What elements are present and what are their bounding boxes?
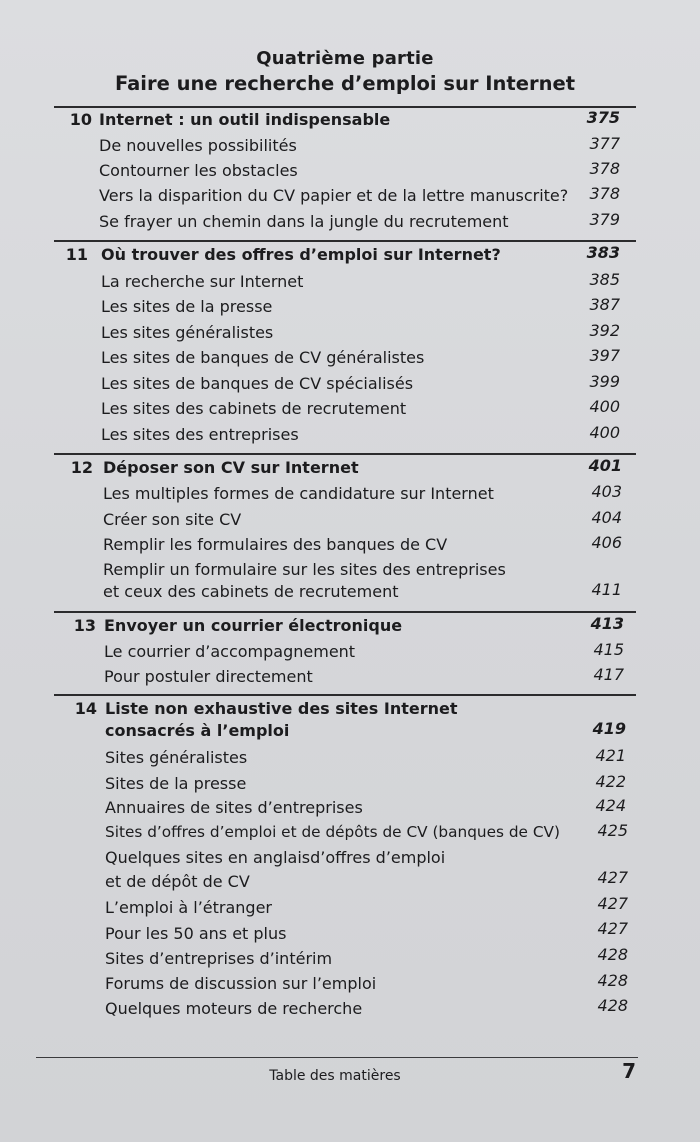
toc-item-page: 417	[593, 665, 624, 684]
chapter-divider	[54, 453, 636, 455]
toc-item-page: 425	[597, 821, 628, 840]
toc-item-page: 428	[597, 996, 628, 1015]
toc-item-page: 400	[589, 423, 620, 442]
chapter-page: 401	[588, 456, 622, 475]
toc-item: Sites de la presse	[105, 774, 247, 793]
chapter-divider	[54, 611, 636, 613]
toc-item: Les sites de banques de CV généralistes	[101, 348, 425, 367]
chapter-page: 383	[586, 243, 620, 262]
page-number: 7	[622, 1059, 636, 1083]
running-footer: Table des matières	[269, 1068, 401, 1084]
toc-item: Remplir les formulaires des banques de CV	[103, 535, 448, 554]
toc-item-page: 392	[589, 321, 620, 340]
toc-item: Les sites des entreprises	[101, 425, 299, 444]
toc-item-page: 428	[597, 971, 628, 990]
toc-item-page: 378	[589, 159, 620, 178]
toc-item-page: 415	[593, 640, 624, 659]
chapter-title: Internet : un outil indispensable	[99, 110, 391, 129]
toc-item: Créer son site CV	[103, 510, 242, 529]
toc-item: Se frayer un chemin dans la jungle du recrutement	[99, 212, 509, 231]
toc-item: Quelques moteurs de recherche	[105, 999, 363, 1018]
toc-item-page: 400	[589, 397, 620, 416]
toc-item-page: 427	[597, 919, 628, 938]
toc-item: Quelques sites en anglaisd’offres d’emploi	[105, 848, 446, 867]
toc-item-page: 387	[589, 295, 620, 314]
toc-item-page: 427	[597, 868, 628, 887]
toc-item: Les multiples formes de candidature sur Internet	[103, 484, 494, 503]
toc-item-page: 404	[591, 508, 622, 527]
toc-item: Les sites généralistes	[101, 323, 274, 342]
chapter-number: 12	[70, 458, 93, 477]
chapter-number: 10	[69, 110, 92, 129]
part-number: Quatrième partie	[256, 48, 434, 69]
toc-item: Pour les 50 ans et plus	[105, 924, 287, 943]
footer-rule	[36, 1057, 638, 1058]
chapter-number: 11	[65, 245, 88, 264]
chapter-title: Liste non exhaustive des sites Internet	[105, 699, 458, 718]
toc-item: Le courrier d’accompagnement	[104, 642, 356, 661]
chapter-page: 413	[590, 614, 624, 633]
toc-item: Pour postuler directement	[104, 667, 313, 686]
toc-item: Annuaires de sites d’entreprises	[105, 798, 363, 817]
toc-item: Sites d’offres d’emploi et de dépôts de CV (banques de CV)	[105, 823, 560, 841]
chapter-number: 13	[73, 616, 96, 635]
toc-item: Vers la disparition du CV papier et de la lettre manuscrite?	[99, 186, 569, 205]
toc-item-page: 385	[589, 270, 620, 289]
toc-item-page: 377	[589, 134, 620, 153]
toc-item: Les sites de la presse	[101, 297, 273, 316]
chapter-title: Déposer son CV sur Internet	[103, 458, 359, 477]
chapter-title: Où trouver des offres d’emploi sur Internet?	[101, 245, 501, 264]
toc-item-page: 424	[595, 796, 626, 815]
toc-item: De nouvelles possibilités	[99, 136, 297, 155]
toc-item-page: 427	[597, 894, 628, 913]
toc-item: Contourner les obstacles	[99, 161, 298, 180]
toc-item-page: 428	[597, 945, 628, 964]
toc-item: Sites généralistes	[105, 748, 248, 767]
toc-item-page: 406	[591, 533, 622, 552]
toc-item-page: 399	[589, 372, 620, 391]
toc-item: La recherche sur Internet	[101, 272, 304, 291]
toc-item-page: 411	[591, 580, 622, 599]
toc-item: Les sites des cabinets de recrutement	[101, 399, 407, 418]
toc-item-page: 397	[589, 346, 620, 365]
toc-item-continuation: et de dépôt de CV	[105, 872, 250, 891]
toc-item-page: 378	[589, 184, 620, 203]
chapter-title-continuation: consacrés à l’emploi	[105, 721, 290, 740]
toc-item: Sites d’entreprises d’intérim	[105, 949, 333, 968]
chapter-divider	[54, 694, 636, 696]
chapter-page: 419	[592, 719, 626, 738]
chapter-title: Envoyer un courrier électronique	[104, 616, 403, 635]
chapter-divider	[54, 240, 636, 242]
toc-item-page: 379	[589, 210, 620, 229]
toc-item: Remplir un formulaire sur les sites des entreprises	[103, 560, 506, 579]
toc-item: Les sites de banques de CV spécialisés	[101, 374, 414, 393]
toc-item: Forums de discussion sur l’emploi	[105, 974, 377, 993]
chapter-number: 14	[74, 699, 97, 718]
toc-item-page: 421	[595, 746, 626, 765]
toc-item-page: 403	[591, 482, 622, 501]
toc-item-continuation: et ceux des cabinets de recrutement	[103, 582, 399, 601]
toc-item-page: 422	[595, 772, 626, 791]
chapter-page: 375	[586, 108, 620, 127]
part-title: Faire une recherche d’emploi sur Internet	[114, 72, 576, 95]
toc-item: L’emploi à l’étranger	[105, 898, 272, 917]
